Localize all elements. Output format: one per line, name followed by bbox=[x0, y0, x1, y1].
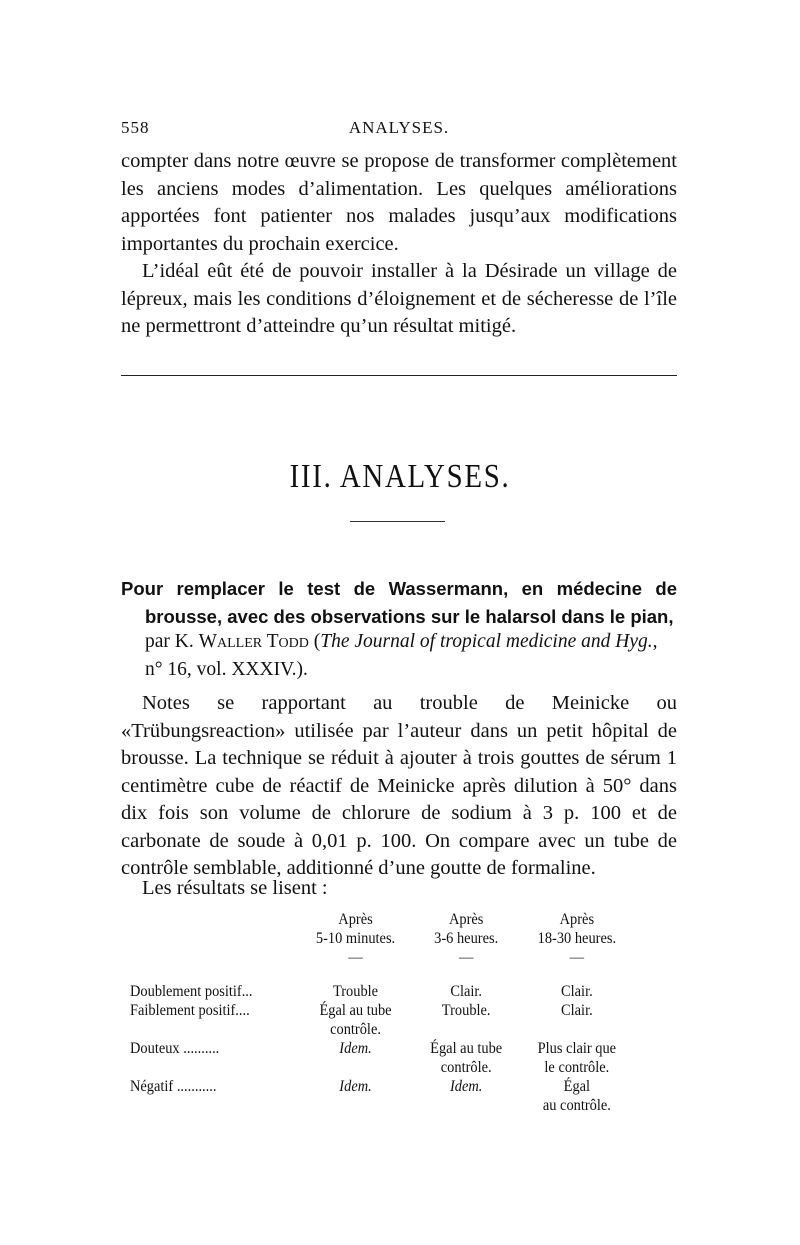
row-label: Doublement positif... bbox=[130, 983, 253, 1000]
cell-text: Clair. bbox=[561, 1002, 593, 1019]
table-cell bbox=[300, 1001, 411, 1039]
article-title bbox=[121, 575, 677, 631]
cell-text: Trouble. bbox=[441, 1002, 491, 1019]
intro-paragraph-text-2: L’idéal eût été de pouvoir installer à la Désirade un village de lépreux, mais les conditions d’éloignement et de sécheresse de l’île ne permettront d’atteindre qu’un résultat mitigé. bbox=[121, 260, 677, 337]
cell-text: Plus clair que bbox=[537, 1040, 617, 1057]
row-label: Faiblement positif.... bbox=[130, 1002, 250, 1019]
table-cell bbox=[522, 1001, 633, 1039]
table-cell bbox=[300, 1077, 411, 1115]
cell-text: Clair. bbox=[561, 983, 593, 1000]
cell-text: contrôle. bbox=[440, 1059, 492, 1076]
reference-prefix: par K. bbox=[145, 631, 199, 652]
reference-tail: , bbox=[652, 631, 658, 652]
title-underline bbox=[350, 521, 445, 522]
running-title: ANALYSES. bbox=[348, 118, 450, 137]
header-line: 18-30 heures. bbox=[537, 930, 617, 947]
results-table bbox=[130, 910, 632, 1115]
intro-paragraph bbox=[121, 148, 677, 341]
header-dash: — bbox=[569, 949, 585, 966]
intro-paragraph-text: compter dans notre œuvre se propose de transformer complètement les anciens modes d’alimentation. Les quelques améliorations apportées font patienter nos malades jusqu’aux modifications importantes du prochain exercice. bbox=[121, 150, 677, 255]
table-row bbox=[130, 1001, 632, 1039]
header-cell bbox=[522, 910, 633, 967]
table-cell bbox=[411, 982, 522, 1001]
cell-text: au contrôle. bbox=[542, 1097, 611, 1114]
cell-text: Idem. bbox=[339, 1078, 372, 1095]
header-line: 3-6 heures. bbox=[434, 930, 499, 947]
header-cell bbox=[411, 910, 522, 967]
cell-text: Clair. bbox=[450, 983, 483, 1000]
cell-text: Égal bbox=[563, 1078, 591, 1095]
cell-text: Trouble bbox=[332, 983, 379, 1000]
header-cell bbox=[300, 910, 411, 967]
header-dash: — bbox=[458, 949, 474, 966]
table-cell bbox=[300, 1039, 411, 1077]
row-label: Douteux .......... bbox=[130, 1040, 220, 1057]
header-line: Après bbox=[338, 911, 373, 928]
cell-text: Idem. bbox=[449, 1078, 483, 1095]
cell-text: le contrôle. bbox=[544, 1059, 610, 1076]
journal-name: The Journal of tropical medicine and Hyg. bbox=[320, 631, 653, 652]
cell-text: Égal au tube bbox=[430, 1040, 503, 1057]
cell-text: contrôle. bbox=[330, 1021, 381, 1038]
table-cell bbox=[411, 1039, 522, 1077]
reference-issue: n° 16, vol. XXXIV.). bbox=[145, 659, 308, 680]
cell-text: Égal au tube bbox=[319, 1002, 392, 1019]
author-name: Waller Todd bbox=[198, 631, 309, 652]
table-cell bbox=[522, 1039, 633, 1077]
header-line: Après bbox=[559, 911, 595, 928]
section-title: III. ANALYSES. bbox=[289, 458, 511, 495]
article-title-line-2: brousse, avec des observations sur le halarsol dans le pian, bbox=[145, 606, 674, 627]
table-cell bbox=[411, 1077, 522, 1115]
abstract-paragraph-text: Notes se rapportant au trouble de Meinicke ou «Trübungsreaction» utilisée par l’auteur dans un petit hôpital de brousse. La technique se réduit à ajouter à trois gouttes de sérum 1 centimètre cube de réactif de Meinicke après dilution à 50° dans dix fois son volume de chlorure de sodium à 3 p. 100 et de carbonate de soude à 0,01 p. 100. On compare avec un tube de contrôle semblable, additionné d’une goutte de formaline. bbox=[121, 692, 677, 879]
reference-open: ( bbox=[308, 631, 321, 652]
table-row bbox=[130, 1077, 632, 1115]
table-cell bbox=[411, 1001, 522, 1039]
article-reference bbox=[145, 628, 677, 684]
page-number: 558 bbox=[121, 118, 150, 137]
article-title-line-1: Pour remplacer le test de Wassermann, en médecine de bbox=[121, 578, 677, 599]
table-cell bbox=[300, 982, 411, 1001]
table-cell bbox=[522, 1077, 633, 1115]
row-label: Négatif ........... bbox=[130, 1078, 217, 1095]
table-row bbox=[130, 982, 632, 1001]
section-divider bbox=[121, 375, 677, 376]
table-row bbox=[130, 1039, 632, 1077]
header-dash: — bbox=[348, 949, 363, 966]
abstract-paragraph bbox=[121, 690, 677, 883]
results-intro: Les résultats se lisent : bbox=[142, 877, 328, 899]
table-header-row bbox=[130, 910, 632, 967]
cell-text: Idem. bbox=[339, 1040, 372, 1057]
header-line: Après bbox=[448, 911, 484, 928]
header-line: 5-10 minutes. bbox=[315, 930, 396, 947]
table-cell bbox=[522, 982, 633, 1001]
